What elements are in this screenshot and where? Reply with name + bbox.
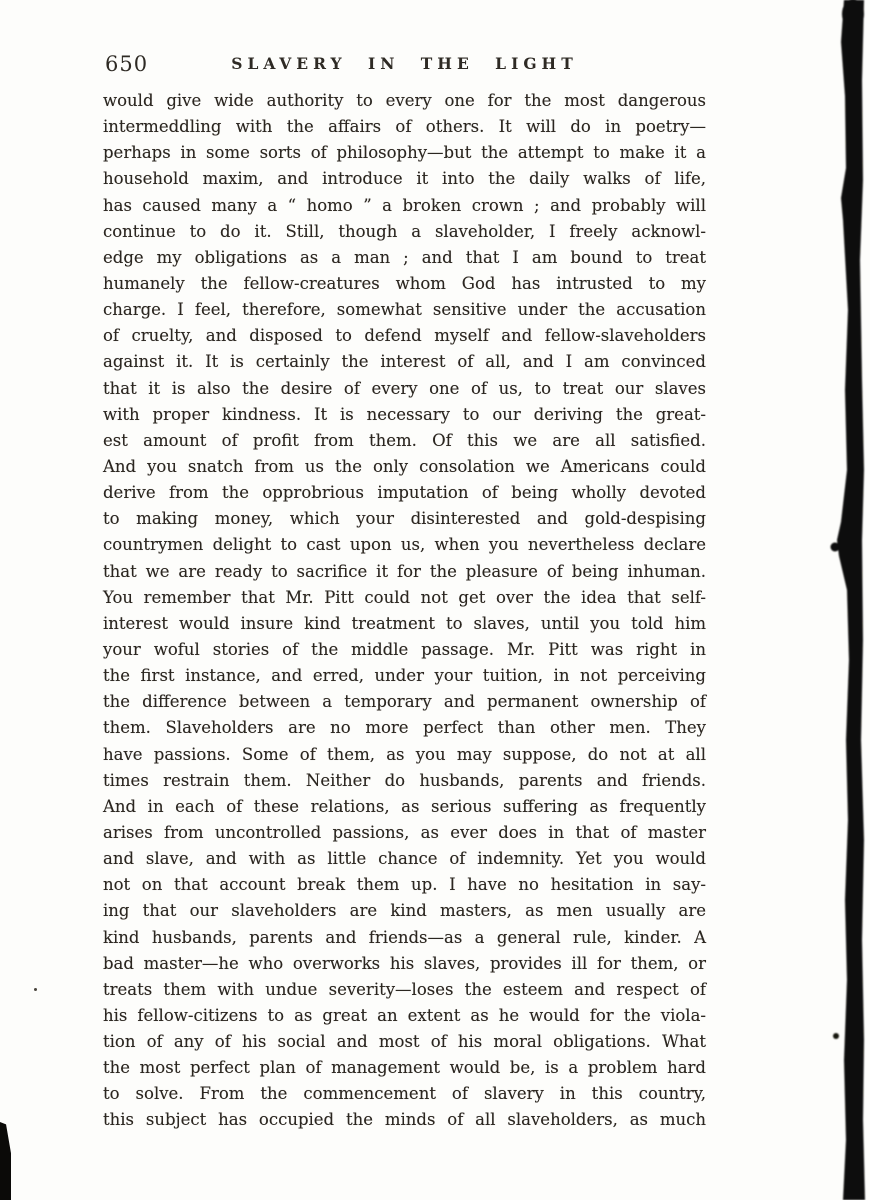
text-line: derive from the opprobrious imputation of being wholly devoted	[103, 483, 706, 503]
page-number: 650	[105, 52, 149, 76]
text-line: household maxim, and introduce it into the daily walks of life,	[103, 169, 706, 189]
text-line: intermeddling with the affairs of others. It will do in poetry—	[103, 117, 706, 137]
text-line: to making money, which your disinterested and gold-despising	[103, 509, 706, 529]
text-line: the difference between a temporary and permanent ownership of	[103, 692, 706, 712]
text-line: And in each of these relations, as serious suffering as frequently	[103, 796, 706, 816]
text-line: and slave, and with as little chance of indemnity. Yet you would	[103, 849, 706, 869]
text-line: this subject has occupied the minds of all slaveholders, as much	[103, 1110, 706, 1130]
text-line: has caused many a “ homo ” a broken crown ; and probably will	[103, 195, 706, 215]
text-line: not on that account break them up. I have no hesitation in say-	[103, 875, 706, 895]
running-title-wrap	[103, 50, 706, 73]
text-line: ing that our slaveholders are kind masters, as men usually are	[103, 901, 706, 921]
body-text	[103, 88, 706, 1134]
text-line: edge my obligations as a man ; and that I am bound to treat	[103, 247, 706, 267]
text-line: that it is also the desire of every one of us, to treat our slaves	[103, 378, 706, 398]
text-line: humanely the fellow-creatures whom God has intrusted to my	[103, 273, 706, 293]
text-line: that we are ready to sacrifice it for the pleasure of being inhuman.	[103, 561, 706, 581]
scan-speck	[34, 988, 37, 991]
page-header	[103, 50, 706, 80]
text-line: countrymen delight to cast upon us, when you nevertheless declare	[103, 535, 706, 555]
text-line: them. Slaveholders are no more perfect than other men. They	[103, 718, 706, 738]
text-line: of cruelty, and disposed to defend myself and fellow-slaveholders	[103, 326, 706, 346]
text-line: his fellow-citizens to as great an extent as he would for the viola-	[103, 1005, 706, 1025]
text-line: charge. I feel, therefore, somewhat sensitive under the accusation	[103, 300, 706, 320]
scan-gutter-shadow	[828, 0, 870, 1200]
text-line: the first instance, and erred, under your tuition, in not perceiving	[103, 666, 706, 686]
text-line: tion of any of his social and most of his moral obligations. What	[103, 1032, 706, 1052]
text-line: would give wide authority to every one for the most dangerous	[103, 91, 706, 110]
text-line: treats them with undue severity—loses the esteem and respect of	[103, 979, 706, 999]
text-line: arises from uncontrolled passions, as ever does in that of master	[103, 822, 706, 842]
scan-corner-mark	[0, 1122, 11, 1200]
text-line: times restrain them. Neither do husbands, parents and friends.	[103, 770, 706, 790]
text-line: bad master—he who overworks his slaves, provides ill for them, or	[103, 953, 706, 973]
text-line: continue to do it. Still, though a slaveholder, I freely acknowl-	[103, 221, 706, 241]
text-line: with proper kindness. It is necessary to our deriving the great-	[103, 404, 706, 424]
text-line: interest would insure kind treatment to slaves, until you told him	[103, 613, 706, 633]
text-line: the most perfect plan of management would be, is a problem hard	[103, 1058, 706, 1078]
text-line: est amount of profit from them. Of this we are all satisfied.	[103, 430, 706, 450]
text-line: against it. It is certainly the interest of all, and I am convinced	[103, 352, 706, 372]
text-line: perhaps in some sorts of philosophy—but the attempt to make it a	[103, 143, 706, 163]
text-line: have passions. Some of them, as you may suppose, do not at all	[103, 744, 706, 764]
running-title: SLAVERY IN THE LIGHT	[231, 54, 578, 73]
text-line: your woful stories of the middle passage. Mr. Pitt was right in	[103, 639, 706, 659]
text-line: And you snatch from us the only consolation we Americans could	[103, 456, 706, 476]
text-line: You remember that Mr. Pitt could not get over the idea that self-	[103, 587, 706, 607]
text-line: kind husbands, parents and friends—as a general rule, kinder. A	[103, 927, 706, 947]
text-line: to solve. From the commencement of slavery in this country,	[103, 1084, 706, 1104]
